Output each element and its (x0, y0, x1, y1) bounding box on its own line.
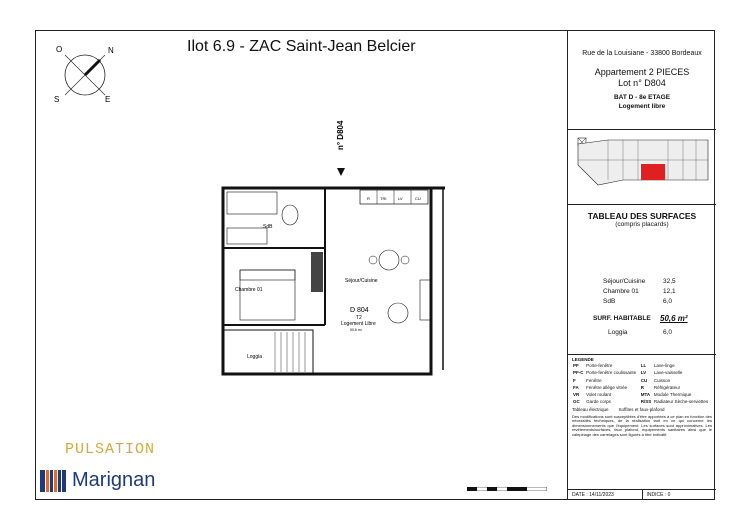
legend-cell: CU (640, 377, 648, 383)
room-sdb-label: SdB (263, 224, 273, 230)
room-loggia-label: Loggia (247, 354, 263, 360)
apt-type: T2 (356, 315, 362, 321)
index: INDICE : 0 (642, 490, 717, 500)
legend-cell: Réfrigérateur (653, 384, 681, 390)
table-title: TABLEAU DES SURFACES (587, 211, 697, 221)
row-label-2: SdB (603, 298, 616, 305)
table-subtitle: (compris placards) (615, 221, 669, 228)
scale-bar-icon (467, 487, 547, 491)
legend-extra-1: Tableau électrique (572, 407, 609, 413)
legend-cell: GC (573, 399, 580, 405)
legend-cell: R (640, 384, 644, 390)
lot-info (568, 30, 716, 130)
legend-cell: F (573, 377, 576, 383)
legend-cell: Porte-fenêtre (586, 363, 613, 369)
lot-highlight (641, 164, 665, 180)
kitchen-tag-lv: LV (398, 196, 403, 201)
page-title: Ilot 6.9 - ZAC Saint-Jean Belcier (187, 38, 416, 55)
room-chambre-label: Chambre 01 (235, 287, 263, 293)
legend-cell: PF-C (573, 370, 584, 376)
legend-cell: Fenêtre allège vitrée (586, 384, 628, 390)
row-value-0: 32,5 (663, 278, 676, 285)
legend-cell: Porte-fenêtre coulissante (586, 370, 637, 376)
loggia-value: 6,0 (663, 329, 673, 336)
row-value-1: 12,1 (663, 288, 676, 295)
compass-west: O (56, 45, 63, 54)
surface-table (568, 205, 716, 355)
habitable-value: 50,6 m² (660, 314, 688, 323)
legend-cell: Garde corps (586, 399, 611, 405)
legend-cell: LL (640, 363, 647, 369)
legend-row (572, 377, 712, 384)
legend-title: LEGENDE (572, 357, 594, 362)
marignan-wordmark: Marignan (72, 469, 156, 491)
legend-cell: VR (573, 392, 580, 398)
pulsation-logo: PULSATION (65, 441, 156, 458)
legend-row (572, 391, 712, 398)
legend-table (572, 362, 712, 405)
legend-cell: Lave-linge (653, 363, 675, 369)
legend-row (572, 384, 712, 391)
legal-notes: Des modifications sont susceptibles d'être apportées à ce plan en fonction des nécessités techniques, de la réalisation tant en ce qui concerne les dimensionnements que l'équipement. Les surfaces sont approximatives. Les revêtements/surfaces, faux plafond, équipements sanitaires ainsi que le calepinage des carrelages sont figurés à titre indicatif. (572, 413, 712, 437)
legend-cell: Volet roulant (586, 392, 612, 398)
building-floor: BAT D - 8e ETAGE (613, 94, 671, 101)
legend-row (572, 362, 712, 369)
key-plan (568, 130, 716, 205)
room-sejour-label: Séjour/Cuisine (345, 278, 378, 284)
legend-row (572, 398, 712, 405)
apartment-type: Appartement 2 PIECES (594, 67, 690, 77)
date: DATE : 14/11/2023 (572, 492, 614, 498)
row-label-0: Séjour/Cuisine (603, 278, 646, 285)
lot-number: Lot n° D804 (618, 78, 666, 88)
marignan-mark-icon (40, 470, 66, 492)
address: Rue de la Louisiane - 33800 Bordeaux (582, 50, 702, 57)
legend-cell: FA (573, 384, 579, 390)
kitchen-tag-tri: TRI (380, 196, 387, 201)
row-value-2: 6,0 (663, 298, 673, 305)
compass-east: E (105, 95, 111, 104)
legend-cell: LV (640, 370, 647, 376)
row-label-1: Chambre 01 (603, 288, 639, 295)
compass-rose-icon (50, 40, 120, 110)
floor-plan (215, 120, 455, 385)
loggia-label: Loggia (608, 329, 628, 336)
legend-cell: Lave-vaisselle (653, 370, 683, 376)
kitchen-tag-r: R (367, 196, 370, 201)
legend-extra-2: Soffites et faux-plafond (618, 407, 665, 413)
entrance-label: n° D804 (336, 120, 345, 150)
footer-bar (568, 489, 716, 500)
legend-cell: Module Thermique (653, 392, 692, 398)
title-block (567, 30, 715, 500)
legend-cell: R/SS (640, 399, 652, 405)
habitable-label: SURF. HABITABLE (593, 315, 651, 322)
apt-status: Logement Libre (341, 321, 376, 327)
legend-block (568, 355, 716, 490)
legend-cell: MTA (640, 392, 651, 398)
kitchen-tag-cu: CU (415, 196, 421, 201)
key-plan-icon (568, 130, 716, 205)
marignan-logo (40, 469, 155, 492)
apt-area: 50.6 m² (350, 328, 362, 332)
legend-cell: Fenêtre (586, 377, 602, 383)
legend-row (572, 369, 712, 376)
legend-cell: Cuisson (653, 377, 671, 383)
legend-cell: PF (573, 363, 579, 369)
entrance-arrow-icon (337, 168, 345, 176)
lot-status: Logement libre (618, 103, 666, 110)
compass-south: S (54, 95, 60, 104)
apt-code: D 804 (350, 307, 369, 314)
legend-cell: Radiateur Sèche-serviettes (653, 399, 709, 405)
compass-north: N (108, 46, 114, 55)
